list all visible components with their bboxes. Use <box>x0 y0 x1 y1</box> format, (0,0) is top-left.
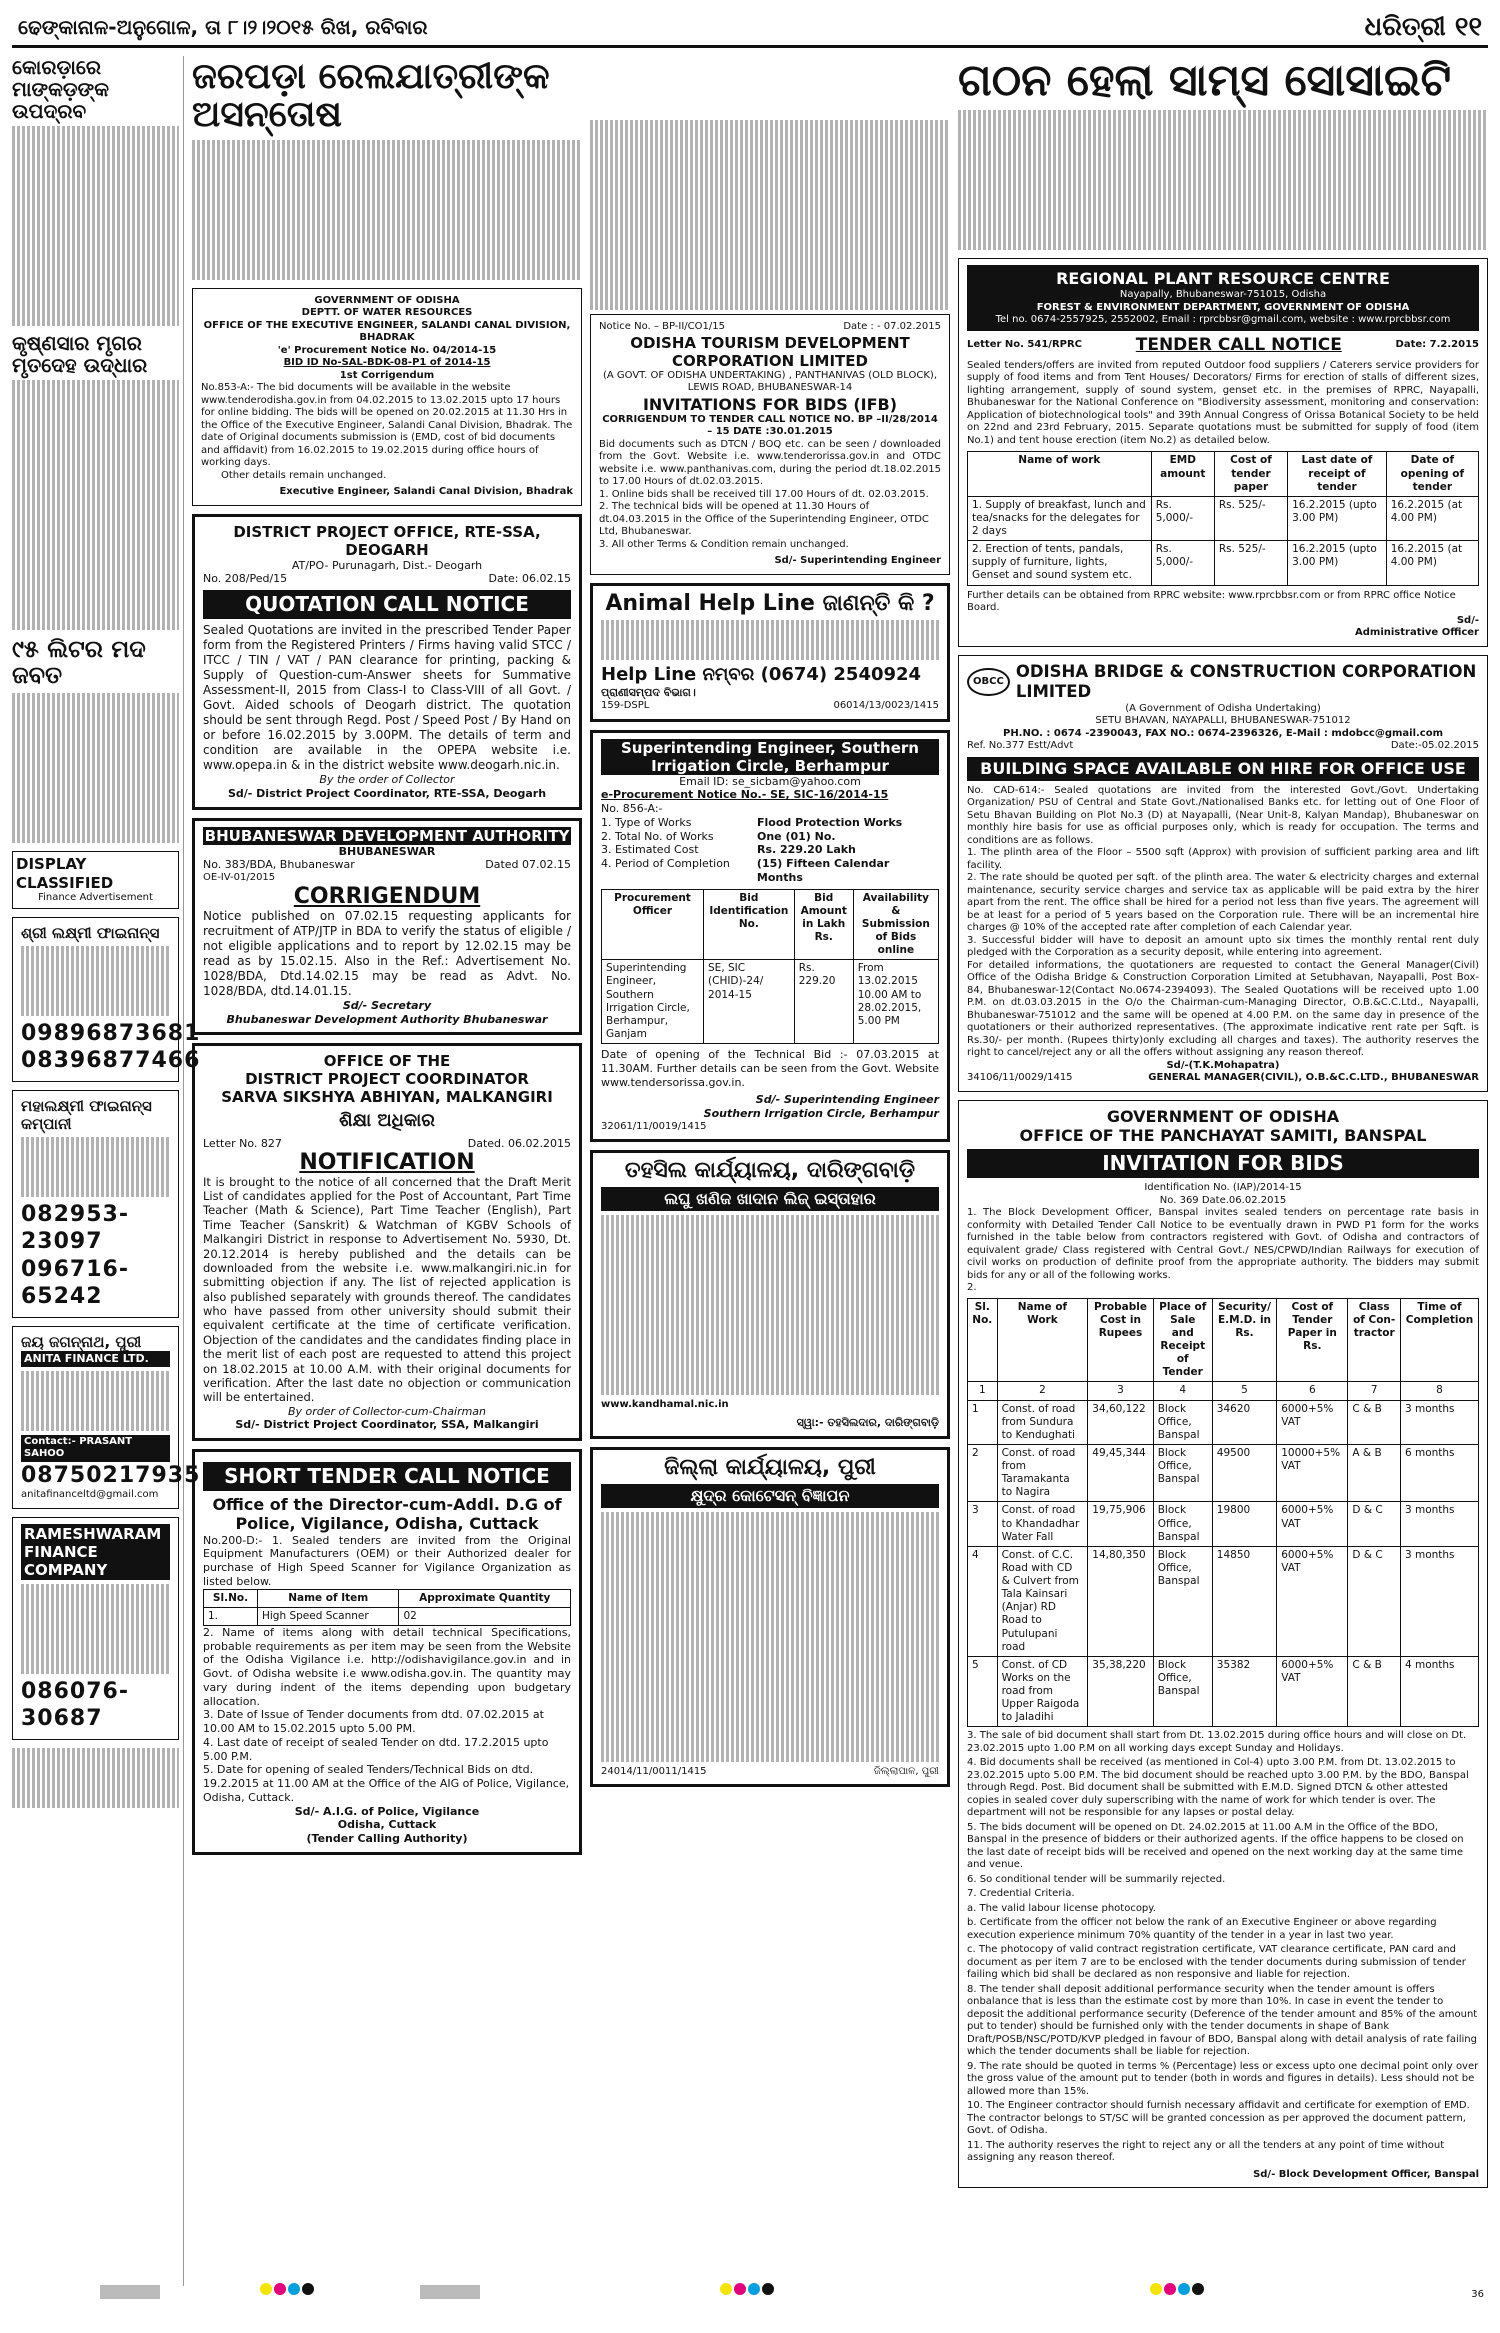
notice-title: DISTRICT PROJECT COORDINATOR <box>245 1070 529 1089</box>
td: Rs. 5,000/- <box>1151 541 1214 585</box>
story-liquor-title: ୯୫ ଲିଟର ମଦ ଜବତ <box>12 635 146 690</box>
ad-body <box>21 946 170 1016</box>
ad-phone: 08750217935 <box>21 1462 201 1488</box>
th: Probable Cost in Rupees <box>1088 1298 1153 1382</box>
list-item: 9. The rate should be quoted in terms % (Percentage) less or excess upto one decimal point only over the gross value of the amount put to tender (both in words and figures in details). Less should not be allowed more than 15%. <box>967 2060 1479 2097</box>
ad-phone: 08396877466 <box>21 1048 201 1074</box>
notice-title: Office of the Director-cum-Addl. D.G of Police, Vigilance, Odisha, Cuttack <box>212 1495 562 1534</box>
th: Sl. No. <box>968 1298 998 1382</box>
story-deer-title: କୃଷ୍ଣସାର ମୃଗର ମୃତଦେହ ଉଦ୍ଧାର <box>12 331 148 377</box>
td: Rs. 5,000/- <box>1151 496 1214 540</box>
td: 1. <box>204 1607 258 1625</box>
list-item: 6. So conditional tender will be summarily rejected. <box>967 1873 1226 1885</box>
notice-number: Ref. No.377 Estt/Advt <box>967 740 1074 752</box>
notice-signature: Sd/- <box>1456 614 1479 626</box>
notice-title: OFFICE OF THE <box>323 1052 451 1071</box>
notice-address: AT/PO- Purunagarh, Dist.- Deogarh <box>291 558 483 572</box>
page-code: 36 <box>1471 2288 1484 2300</box>
td: 35,38,220 <box>1088 1656 1153 1727</box>
td: A & B <box>1348 1444 1401 1502</box>
th: Time of Completion <box>1400 1298 1478 1382</box>
notice-heading: INVITATION FOR BIDS <box>967 1149 1479 1178</box>
notice-signature: Administrative Officer <box>1355 627 1479 639</box>
helpline-phone: (0674) 2540924 <box>760 663 922 685</box>
td: 2 <box>968 1444 998 1502</box>
td: 49,45,344 <box>1088 1444 1153 1502</box>
notice-signature: Sd/- A.I.G. of Police, Vigilance <box>294 1804 480 1818</box>
notice-banspal <box>958 1100 1488 2189</box>
notice-dept: FOREST & ENVIRONMENT DEPARTMENT, GOVERNMENT OF ODISHA <box>1036 301 1410 313</box>
list-item: b. Certificate from the officer not below the rank of an Executive Engineer or above regarding execution experience minimum 70% quantity of the tender in a year in last two year. <box>967 1917 1437 1941</box>
notice-city: BHUBANESWAR <box>338 844 436 858</box>
notice-number: No. 369 Date.06.02.2015 <box>1159 1194 1287 1206</box>
table-row <box>968 1656 1479 1727</box>
notice-signature: Southern Irrigation Circle, Berhampur <box>703 1107 939 1120</box>
td: Const. of road to Khandadhar Water Fall <box>997 1502 1088 1546</box>
th: Availability & Submission of Bids online <box>853 889 938 960</box>
notice-date: Date:-05.02.2015 <box>1390 740 1479 752</box>
td: 6 <box>1277 1382 1348 1400</box>
th: EMD amount <box>1151 452 1214 496</box>
td: 02 <box>399 1607 571 1625</box>
headline-rail-body <box>192 140 582 280</box>
notice-signature: Sd/- District Project Coordinator, SSA, Malkangiri <box>235 1418 539 1432</box>
helpline-dept: ପ୍ରାଣୀସମ୍ପଦ ବିଭାଗ। <box>601 686 696 700</box>
notice-point: 2. The technical bids will be opened at 11.30 Hours of dt.04.03.2015 in the Office of the Superintending Engineer, OTDC Ltd, Bhubaneswar. <box>599 501 929 538</box>
ad-phone: 086076-30687 <box>21 1678 129 1732</box>
notice-point: 3. Successful bidder will have to deposit an amount upto six times the monthly rental rent duly pledged with the Corporation as a security deposit, while entering into agreement. <box>967 934 1479 959</box>
headline-sams-body <box>958 110 1488 250</box>
notice-no: 'e' Procurement Notice No. 04/2014-15 <box>277 344 497 356</box>
notice-title: Superintending Engineer, Southern Irrigation Circle, Berhampur <box>601 739 939 775</box>
notice-body: For detailed informations, the quotationers are requested to contact the General Manager(Civil) Office of the Odisha Bridge & Construction Corporation Limited at Setubhavan, Nayapalli, Post Box-84, Bhubaneswar-12(Contact No.0674-2394093). The Sealed Quotations will be received upto 1.00 P.M. on dt.03.03.2015 in the O/o the Chairman-cum-Managing Director, O.B.&C.C.Ltd., Nayapalli, Bhubaneswar-751012 and the same will be opened at 4.00 P.M. on the same day in presence of the quotationers or their authorized representatives. (The approximate indicative rent rate per Sqft. is Rs.30/- per month. (Rupees thirty)only excluding all charges and taxes). The authority reserves the right to cancel/reject any or all the offers without assigning any reason thereof. <box>967 959 1479 1059</box>
td: 3 months <box>1400 1502 1478 1546</box>
notice-point: 5. Date for opening of sealed Tenders/Technical Bids on dtd. 19.2.2015 at 11.00 AM at the Office of the AIG of Police, Vigilance, Odisha, Cuttack. <box>203 1763 570 1804</box>
corrigendum-label: 1st Corrigendum <box>339 369 435 381</box>
notice-body: Bid documents such as DTCN / BOQ etc. can be seen / downloaded from the Govt. Website i.e. www.tenderorissa.gov.in and OTDC website i.e. www.panthanivas.com, during the period dt.18.02.2015 to 17.00 Hours of dt.02.03.2015. <box>599 438 941 488</box>
td: 49500 <box>1212 1444 1276 1502</box>
ad-code: 159-DSPL <box>601 700 650 712</box>
td: 8 <box>1400 1382 1478 1400</box>
field-value: Rs. 229.20 Lakh <box>757 843 856 857</box>
vigilance-table <box>203 1589 571 1626</box>
finance-ad-label: Finance Advertisement <box>38 892 153 904</box>
list-item: a. The valid labour license photocopy. <box>967 1902 1156 1914</box>
notice-title: OFFICE OF THE PANCHAYAT SAMITI, BANSPAL <box>1019 1126 1427 1145</box>
notice-date: Date: 06.02.15 <box>488 572 571 586</box>
notice-number: Notice No. – BP-II/CO1/15 <box>599 321 725 332</box>
notice-signature: Sd/-(T.K.Mohapatra) <box>1166 1059 1280 1071</box>
notice-remain: Other details remain unchanged. <box>221 469 387 481</box>
story-liquor-body <box>12 693 179 843</box>
td: Rs. 229.20 <box>794 960 853 1044</box>
notice-body: Sealed Quotations are invited in the prescribed Tender Paper form from the Registered Printers / Firms having valid STCC / ITCC / TIN / VAT / PAN clearance for printing, packing & Supply of Question-cum-Answer sheets for Summative Assessment-II, 2015 from Class-I to Class-VIII of all Govt. / Govt. Aided schools of Deogarh district. The quotation should be sent through Regd. Post / Speed Post / By Hand on or before 16.02.2015 by 3.00PM. The details of term and condition are available in the OPEPA website i.e. www.opepa.in & in the district website www.deogarh.nic.in. <box>203 623 571 773</box>
notice-body: No.853-A:- The bid documents will be available in the website www.tenderodisha.gov.in from 04.02.2015 to 13.02.2015 upto 17 hours for online bidding. The bids will be opened on 20.02.2015 at 11.30 Hrs in the Office of the Executive Engineer, Salandi Canal Division, Bhadrak. The date of Original documents submission is (EMD, cost of bid documents and affidavit) from 16.02.2015 to 19.02.2015 during office hours of working days. <box>201 382 573 469</box>
column-3 <box>590 56 950 2286</box>
notice-number: Letter No. 541/RPRC <box>967 339 1083 351</box>
ad-title: ମହାଲକ୍ଷ୍ମୀ ଫାଇନାନ୍ସ କମ୍ପାନୀ <box>21 1096 152 1133</box>
notice-signature: Executive Engineer, Salandi Canal Division, Bhadrak <box>279 486 573 498</box>
th: Name of Work <box>997 1298 1088 1382</box>
ad-body <box>21 1137 170 1197</box>
notice-ident: Identification No. (IAP)/2014-15 <box>1144 1182 1302 1194</box>
td: 16.2.2015 (upto 3.00 PM) <box>1288 496 1387 540</box>
notice-title: ODISHA TOURISM DEVELOPMENT CORPORATION LIMITED <box>630 333 910 370</box>
th: Security/ E.M.D. in Rs. <box>1212 1298 1276 1382</box>
ad-company: ANITA FINANCE LTD. <box>21 1351 170 1367</box>
td: SE, SIC (CHID)-24/ 2014-15 <box>704 960 795 1044</box>
gov-line: GOVERNMENT OF ODISHA <box>314 294 460 306</box>
td: 5 <box>1212 1382 1276 1400</box>
th: Procurement Officer <box>602 889 704 960</box>
notice-signature: (Tender Calling Authority) <box>306 1832 468 1846</box>
notice-corrigendum: CORRIGENDUM TO TENDER CALL NOTICE NO. BP –II/28/2014 – 15 DATE :30.01.2015 <box>602 413 938 438</box>
field-label: 4. Period of Completion <box>601 857 730 871</box>
th: Bid Amount in Lakh Rs. <box>794 889 853 960</box>
th: Approximate Quantity <box>399 1589 571 1607</box>
ad-animal-helpline <box>590 583 950 722</box>
notice-ssa-malkangiri <box>192 1043 582 1441</box>
list-item: 11. The authority reserves the right to reject any or all the tenders at any point of time without assigning any reason thereof. <box>967 2139 1445 2164</box>
td: 2. Erection of tents, pandals, supply of furniture, lights, Genset and sound system etc. <box>968 541 1152 585</box>
left-column <box>12 55 201 2286</box>
notice-title: GOVERNMENT OF ODISHA <box>1106 1106 1340 1126</box>
list-item: 4. Bid documents shall be received (as mentioned in Col-4) upto 3.00 P.M. from Dt. 13.02.2015 to 23.02.2015 upto 5.00 P.M. The bid document should be reached upto 3.00 P.M. by the BDO, Banspal through Regd. Post. Bid document shall be submitted with E.M.D. Signed DTCN & other attested copies in sealed cover duly superscribing with the name of work for which tender is over. The department will not be responsible for any lapses or postal delay. <box>967 1757 1469 1819</box>
masthead-dateline: ଢେଙ୍କାନାଳ-ଅନୁଗୋଳ, ତା ୮।୨।୨୦୧୫ ରିଖ, ରବିବାର <box>18 15 428 39</box>
display-classified-header <box>12 851 179 909</box>
ad-code: 32061/11/0019/1415 <box>601 1120 707 1132</box>
list-item: 5. The bids document will be opened on Dt. 24.02.2015 at 11.00 A.M in the Office of the BDO, Banspal in the presence of bidders or their authorized agents. If the office happens to be closed on the last date of receipt bids will be received and opened on the next working day at the same time and venue. <box>967 1821 1464 1871</box>
notice-water-resources <box>192 288 582 506</box>
notice-signature: Sd/- Superintending Engineer <box>774 555 941 567</box>
notice-number: No. 383/BDA, Bhubaneswar <box>203 858 355 872</box>
table-row <box>968 1444 1479 1502</box>
th: Date of opening of tender <box>1386 452 1478 496</box>
list-item: 10. The Engineer contractor should furnish necessary affidavit and certificate for exemption of EMD. The contractor belongs to ST/SC will be granted concession as per approved the document pattern, Govt. of Odisha. <box>967 2100 1470 2137</box>
td: 14,80,350 <box>1088 1546 1153 1656</box>
th: Cost of tender paper <box>1214 452 1287 496</box>
notice-heading: QUOTATION CALL NOTICE <box>203 590 571 619</box>
color-swatches <box>1150 2283 1206 2299</box>
td: Const. of road from Taramakanta to Nagira <box>997 1444 1088 1502</box>
td: Const. of C.C. Road with CD & Culvert from Tala Kainsari (Anjar) RD Road to Putulupani road <box>997 1546 1088 1656</box>
td: Rs. 525/- <box>1214 496 1287 540</box>
td: 19,75,906 <box>1088 1502 1153 1546</box>
td: 16.2.2015 (at 4.00 PM) <box>1386 496 1478 540</box>
notice-email: Email ID: se_sicbam@yahoo.com <box>679 774 861 788</box>
field-value: Flood Protection Works <box>757 815 903 829</box>
td: From 13.02.2015 10.00 AM to 28.02.2015, 5.00 PM <box>853 960 938 1044</box>
helpline-heading: Animal Help Line ଜାଣନ୍ତି କି ? <box>605 590 935 616</box>
td: 34620 <box>1212 1400 1276 1444</box>
notice-contact: PH.NO. : 0674 -2390043, FAX NO.: 0674-2396326, E-Mail : mdobcc@gmail.com <box>1002 727 1444 739</box>
notice-number: e-Procurement Notice No.- SE, SIC-16/2014-15 <box>601 788 889 802</box>
td: 2 <box>997 1382 1088 1400</box>
color-swatches <box>260 2283 316 2299</box>
helpline-body <box>601 620 939 660</box>
notice-address: Nayapally, Bhubaneswar-751015, Odisha <box>1119 289 1327 301</box>
ad-body <box>21 1584 170 1674</box>
notice-point: 3. All other Terms & Condition remain unchanged. <box>599 538 849 550</box>
ssa-logo: ଶିକ୍ଷା ଅଧିକାର <box>339 1110 435 1132</box>
th: Last date of receipt of tender <box>1288 452 1387 496</box>
notice-point: 4. Last date of receipt of sealed Tender on dtd. 17.2.2015 upto 5.00 P.M. <box>203 1735 549 1763</box>
td: 16.2.2015 (at 4.00 PM) <box>1386 541 1478 585</box>
notice-body <box>601 1215 939 1395</box>
td: D & C <box>1348 1546 1401 1656</box>
ad-contact: Contact:- PRASANT SAHOO <box>21 1435 170 1462</box>
notice-puri <box>590 1447 950 1788</box>
notice-intro: No.200-D:- 1. Sealed tenders are invited from the Original Equipment Manufacturers (OEM) or their Authorized dealer for purchase of High Speed Scanner for Vigilance Organization as listed below. <box>203 1533 571 1588</box>
td: 3 months <box>1400 1400 1478 1444</box>
notice-date: Date : - 07.02.2015 <box>843 321 941 332</box>
print-footer <box>0 2288 1500 2315</box>
obcc-logo: OBCC <box>967 668 1010 697</box>
notice-number: Letter No. 827 <box>203 1136 282 1150</box>
notice-point: 2. <box>967 1282 977 1294</box>
field-label: 1. Type of Works <box>601 815 692 829</box>
td: 4 months <box>1400 1656 1478 1727</box>
notice-sub-number: No. 856-A:- <box>601 802 663 816</box>
td: 6000+5% VAT <box>1277 1400 1348 1444</box>
display-classified-label: DISPLAY CLASSIFIED <box>16 854 114 892</box>
td: 1 <box>968 1382 998 1400</box>
notice-bda <box>192 818 582 1036</box>
notice-title: BHUBANESWAR DEVELOPMENT AUTHORITY <box>204 826 570 845</box>
notice-further: Further details can be obtained from RPRC website: www.rprcbbsr.com or from RPRC office Notice Board. <box>967 589 1456 614</box>
td: C & B <box>1348 1656 1401 1727</box>
td: 6000+5% VAT <box>1277 1656 1348 1727</box>
notice-heading: INVITATIONS FOR BIDS (IFB) <box>642 394 898 414</box>
notice-point: 2. Name of items along with detail technical Specifications, probable requirements as per item may be seen from the Website of the Odisha Vigilance i.e. http://odishavigilance.gov.in and in Govt. of Odisha website i.e www.odisha.gov.in. The quantity may vary during indent of the items depending upon budgetary allocation. <box>203 1625 571 1708</box>
notice-heading: TENDER CALL NOTICE <box>1135 334 1342 355</box>
ad-code: 34106/11/0029/1415 <box>967 1072 1073 1084</box>
th: Class of Con- tractor <box>1348 1298 1401 1382</box>
notice-title: ଜିଲ୍ଲା କାର୍ଯ୍ୟାଳୟ, ପୁରୀ <box>664 1454 876 1480</box>
small-notice <box>12 1748 179 1808</box>
table-row <box>968 1400 1479 1444</box>
notice-title: SARVA SIKSHYA ABHIYAN, MALKANGIRI <box>221 1088 553 1107</box>
td: 35382 <box>1212 1656 1276 1727</box>
headline-sams: ଗଠନ ହେଲା ସାମ୍ସ ସୋସାଇଟି <box>958 55 1452 106</box>
notice-point: 3. Date of Issue of Tender documents from dtd. 07.02.2015 at 10.00 AM to 15.02.2015 upto 5.00 PM. <box>203 1708 544 1736</box>
list-item: 7. Credential Criteria. <box>967 1888 1075 1900</box>
color-swatches <box>720 2283 776 2299</box>
td: C & B <box>1348 1400 1401 1444</box>
td: 1. Supply of breakfast, lunch and tea/snacks for the delegates for 2 days <box>968 496 1152 540</box>
notice-signature: Sd/- Block Development Officer, Banspal <box>1253 2168 1479 2180</box>
rprc-table <box>967 451 1479 585</box>
notice-signature: Sd/- Secretary <box>342 998 432 1012</box>
table-row <box>968 1546 1479 1656</box>
masthead <box>12 10 1488 48</box>
td: 34,60,122 <box>1088 1400 1153 1444</box>
notice-subtitle: (A GOVT. OF ODISHA UNDERTAKING) , PANTHANIVAS (OLD BLOCK), LEWIS ROAD, BHUBANESWAR-14 <box>602 369 938 393</box>
notice-body: Notice published on 07.02.15 requesting applicants for recruitment of ATP/JTP in BDA to verify the status of eligible / not eligible applications and to report by 12.02.15 may be read as by 15.02.15. Also in the Ref.: Advertisement No. 1028/BDA, Dtd.14.02.15 may be read as Advt. No. 1028/BDA, dtd.14.01.15. <box>203 908 571 998</box>
td: 7 <box>1348 1382 1401 1400</box>
td: 3 <box>968 1502 998 1546</box>
td: 10000+5% VAT <box>1277 1444 1348 1502</box>
ad-mahalaxmi <box>12 1090 179 1318</box>
notice-heading: ଲଘୁ ଖଣିଜ ଖାଦାନ ଲିଜ୍ ଇସ୍ତାହାର <box>601 1187 939 1211</box>
notice-website: www.kandhamal.nic.in <box>601 1399 729 1411</box>
notice-heading: କ୍ଷୁଦ୍ର କୋଟେସନ୍ ବିଜ୍ଞାପନ <box>601 1484 939 1508</box>
notice-signature: ସ୍ୱା:- ତହସିଲଦାର, ଦାରିଙ୍ଗବାଡ଼ି <box>796 1415 939 1429</box>
td: 5 <box>968 1656 998 1727</box>
td: Const. of CD Works on the road from Upper Raigoda to Jaladihi <box>997 1656 1088 1727</box>
ad-phone: 082953-23097 <box>21 1201 129 1255</box>
column-4 <box>958 56 1488 2286</box>
irrigation-table <box>601 889 939 1044</box>
story-monkey-title: କୋରଡ଼ାରେ ମାଙ୍କଡ଼ଙ୍କ ଉପଦ୍ରବ <box>12 55 110 123</box>
registration-mark <box>420 2285 480 2299</box>
headline-rail: ଜରପଡ଼ା ରେଲଯାତ୍ରୀଙ୍କ ଅସନ୍ତୋଷ <box>192 56 550 135</box>
banspal-terms <box>967 1730 1479 2165</box>
th: Name of work <box>968 452 1152 496</box>
ad-title: RAMESHWARAM FINANCE COMPANY <box>21 1524 170 1580</box>
td: 3 months <box>1400 1546 1478 1656</box>
banspal-table <box>967 1298 1479 1728</box>
td: Block Office, Banspal <box>1153 1400 1212 1444</box>
story-monkey-body <box>12 126 179 326</box>
field-label: 3. Estimated Cost <box>601 843 699 857</box>
td: 3 <box>1088 1382 1153 1400</box>
ad-anita-finance <box>12 1326 201 1509</box>
notice-heading: NOTIFICATION <box>299 1149 475 1175</box>
ad-email: anitafinanceltd@gmail.com <box>21 1489 159 1501</box>
td: Superintending Engineer, Southern Irrigation Circle, Berhampur, Ganjam <box>602 960 704 1044</box>
td: 4 <box>968 1546 998 1656</box>
notice-body <box>601 1512 939 1762</box>
notice-contact: Tel no. 0674-2557925, 2552002, Email : rprcbbsr@gmail.com, website : www.rprcbbsr.com <box>995 314 1451 326</box>
notice-signature: Odisha, Cuttack <box>337 1818 437 1832</box>
list-item: 3. The sale of bid document shall start from Dt. 13.02.2015 during office hours and will close on Dt. 23.02.2015 upto 1.00 P.M on all working days except Sunday and Holidays. <box>967 1730 1467 1754</box>
content-grid <box>12 56 1488 2286</box>
td: Block Office, Banspal <box>1153 1656 1212 1727</box>
td: Const. of road from Sundura to Kendughati <box>997 1400 1088 1444</box>
td: 14850 <box>1212 1546 1276 1656</box>
notice-address: SETU BHAVAN, NAYAPALLI, BHUBANESWAR-751012 <box>1095 715 1351 727</box>
td: Block Office, Banspal <box>1153 1502 1212 1546</box>
table-row <box>968 1502 1479 1546</box>
notice-signature: ଜିଲ୍ଲାପାଳ, ପୁରୀ <box>873 1765 939 1777</box>
td: D & C <box>1348 1502 1401 1546</box>
notice-tahasil <box>590 1150 950 1438</box>
th: Cost of Tender Paper in Rs. <box>1277 1298 1348 1382</box>
td: 16.2.2015 (upto 3.00 PM) <box>1288 541 1387 585</box>
bid-id: BID ID No-SAL-BDK-08-P1 of 2014-15 <box>283 357 491 369</box>
notice-ssa-deogarh <box>192 514 582 810</box>
notice-number: No. 208/Ped/15 <box>203 572 288 586</box>
ad-code: 24014/11/0011/1415 <box>601 1765 707 1777</box>
notice-date: Dated 07.02.15 <box>485 858 571 872</box>
notice-heading: SHORT TENDER CALL NOTICE <box>203 1462 571 1491</box>
office-line: OFFICE OF THE EXECUTIVE ENGINEER, SALANDI CANAL DIVISION, BHADRAK <box>203 319 571 344</box>
td: 6000+5% VAT <box>1277 1546 1348 1656</box>
list-item: c. The photocopy of valid contract registration certificate, VAT clearance certificate, PAN card and document as per item 7 are to be enclosed with the tender documents during submission of tender failing which bid shall be declared as non responsive and liable for rejection. <box>967 1944 1466 1981</box>
ad-rameshwaram <box>12 1517 179 1740</box>
td: Block Office, Banspal <box>1153 1444 1212 1502</box>
notice-obcc <box>958 655 1488 1092</box>
ad-phone: 09896873681 <box>21 1020 201 1046</box>
notice-point: 1. The plinth area of the Floor – 5500 sqft (Approx) with provision of sufficient parking area and lift facility. <box>967 847 1479 871</box>
headline-rail-body-cont <box>590 120 950 310</box>
notice-heading: BUILDING SPACE AVAILABLE ON HIRE FOR OFFICE USE <box>967 757 1479 781</box>
notice-body: It is brought to the notice of all concerned that the Draft Merit List of candidates applied for the Post of Accountant, Part Time Teacher (Math & Science), Part Time Teacher (English), Part Time Teacher (Sanskrit) & Watchman of KGBV Schools of Malkangiri District in response to Advertisement No. 5930, Dt. 20.12.2014 is hereby published and the details can be downloaded from the website i.e. www.malkangiri.nic.in for submitting objection if any. The list of rejected application is also published separately with grounds thereof. The candidates who have passed from other university should submit their equivalent certificate at the time of certificate verification. Objection of the candidates and the candidates finding place in the merit list of each post are requested to attend this project on 18.02.2015 at 10.00 A.M. with their original documents for verification. After the last date no objection or communication will be entertained. <box>203 1174 571 1405</box>
th: Bid Identification No. <box>704 889 795 960</box>
dept-line: DEPTT. OF WATER RESOURCES <box>301 307 473 319</box>
notice-subtitle: (A Government of Odisha Undertaking) <box>1125 702 1321 714</box>
td: 6 months <box>1400 1444 1478 1502</box>
th: Sl.No. <box>204 1589 258 1607</box>
th: Name of Item <box>257 1589 399 1607</box>
notice-signature: GENERAL MANAGER(CIVIL), O.B.&C.C.LTD., BHUBANESWAR <box>1148 1072 1479 1084</box>
notice-signature: Sd/- District Project Coordinator, RTE-SSA, Deogarh <box>227 786 547 800</box>
td: Block Office, Banspal <box>1153 1546 1212 1656</box>
field-label: 2. Total No. of Works <box>601 829 714 843</box>
notice-otdc <box>590 314 950 575</box>
td: 4 <box>1153 1382 1212 1400</box>
td: Rs. 525/- <box>1214 541 1287 585</box>
notice-order: By order of Collector-cum-Chairman <box>287 1404 487 1418</box>
registration-mark <box>100 2285 160 2299</box>
notice-signature-office: Bhubaneswar Development Authority Bhubaneswar <box>226 1012 548 1026</box>
notice-vigilance <box>192 1449 582 1855</box>
notice-order: By the order of Collector <box>319 773 455 787</box>
td: High Speed Scanner <box>257 1607 399 1625</box>
notice-body: 1. The Block Development Officer, Banspal invites sealed tenders on percentage rate basis in conformity with Detailed Tender Call Notice to be eventually drawn in PWD P1 form for the works furnished in the table below from contractors registered with Govt. of Odisha and contractors of equivalent grade/ Class registered with Central Govt./ NES/CPWD/Indian Railways for execution of civil works on production of definite proof from the appropriate authority. The bidders may submit bids for any or all of the following works. <box>967 1207 1479 1281</box>
ad-body <box>21 1371 170 1431</box>
notice-heading: CORRIGENDUM <box>293 883 481 909</box>
notice-rprc <box>958 258 1488 646</box>
notice-signature: Sd/- Superintending Engineer <box>755 1093 939 1107</box>
notice-body: Sealed tenders/offers are invited from reputed Outdoor food suppliers / Caterers service providers for supply of food items and from Tent Houses/ Decorators/ Firms for erection of stalls of different sizes, lighting arrangement, supply of sound system, genset etc. in the premises of RPRC, Nayapalli, Bhubaneswar for the National Conference on "Biodiversity assessment, monitoring and conservation: Application of biotechnological tools" and 39th Annual Congress of Orissa Botanical Society to be held on 22nd and 23rd February, 2015. Separate quotations must be submitted for supply of food (item No.1) and tent house erection (item No.2) as detailed below. <box>967 359 1479 446</box>
notice-title: DISTRICT PROJECT OFFICE, RTE-SSA, DEOGARH <box>233 522 541 559</box>
notice-date: Dated. 06.02.2015 <box>467 1136 571 1150</box>
td: 6000+5% VAT <box>1277 1502 1348 1546</box>
notice-body: Date of opening of the Technical Bid :- 07.03.2015 at 11.30AM. Further details can be seen from the Govt. Website www.tendersorissa.gov.in. <box>601 1048 939 1089</box>
ad-sri-laxmi <box>12 917 201 1082</box>
notice-title: ତହସିଲ କାର୍ଯ୍ୟାଳୟ, ଦାରିଙ୍ଗବାଡ଼ି <box>624 1158 916 1184</box>
ad-title: ଶ୍ରୀ ଲକ୍ଷ୍ମୀ ଫାଇନାନ୍ସ <box>21 923 160 942</box>
helpline-label: Help Line ନମ୍ବର <box>601 663 755 685</box>
th: Place of Sale and Receipt of Tender <box>1153 1298 1212 1382</box>
field-value: One (01) No. <box>757 829 836 843</box>
ad-title: ଜୟ ଜଗନ୍ନାଥ, ପୁରୀ <box>21 1332 142 1351</box>
notice-point: 1. Online bids shall be received till 17.00 Hours of dt. 02.03.2015. <box>599 488 929 500</box>
ad-code: 06014/13/0023/1415 <box>833 700 939 712</box>
td: 1 <box>968 1400 998 1444</box>
notice-title: REGIONAL PLANT RESOURCE CENTRE <box>1056 269 1390 289</box>
column-2 <box>192 56 582 2286</box>
notice-point: 2. The rate should be quoted per sqft. of the plinth area. The water & electricity charges and external maintenance, security service charges and service tax as applicable will be paid extra by the hirer apart from the rent. The office shall be hired for a period not less than five years. The agreement will be at least for a period of 5 years based on the Corporation rule. There will be an incremental hire charges @ 10% of the accepted rate after completion of each Calendar year. <box>967 872 1479 934</box>
field-value: (15) Fifteen Calendar Months <box>756 857 890 884</box>
td: 19800 <box>1212 1502 1276 1546</box>
ad-phone: 096716-65242 <box>21 1256 129 1310</box>
list-item: 8. The tender shall deposit additional performance security when the tender amount is offers onbalance that is less than the estimate cost by more than 10%. In case in event the tender to deposit the additional performance security (Deference of the tender amount and 85% of the amount put to tender) should be furnished only with the tender documents in shape of Bank Draft/POSB/NSC/POTD/KVP pledged in favour of BDO, Banspal along with detail analysis of rate failing which the tender documents shall be liable for rejection. <box>967 1983 1478 2058</box>
story-deer-body <box>12 380 179 630</box>
notice-date: Date: 7.2.2015 <box>1395 339 1479 351</box>
masthead-title: ଧରିତ୍ରୀ ୧୧ <box>1364 12 1482 43</box>
notice-irrigation <box>590 730 950 1143</box>
notice-title: ODISHA BRIDGE & CONSTRUCTION CORPORATION LIMITED <box>1015 661 1477 702</box>
notice-body: No. CAD-614:- Sealed quotations are invited from the interested Govt./Govt. Undertaking Organization/ PSU of Central and State Govt./Nationalised Banks etc. for letting out of One Floor of Setu Bhavan Building on Plot No.3 (D) at Nayapalli, (Near Unit-8, Kalyan Mandap), Bhubaneswar on monthly hire basis for use as official purposes only, which is ready for occupation. The terms and conditions are as follows. <box>967 784 1479 846</box>
notice-ref: OE-IV-01/2015 <box>203 872 276 884</box>
